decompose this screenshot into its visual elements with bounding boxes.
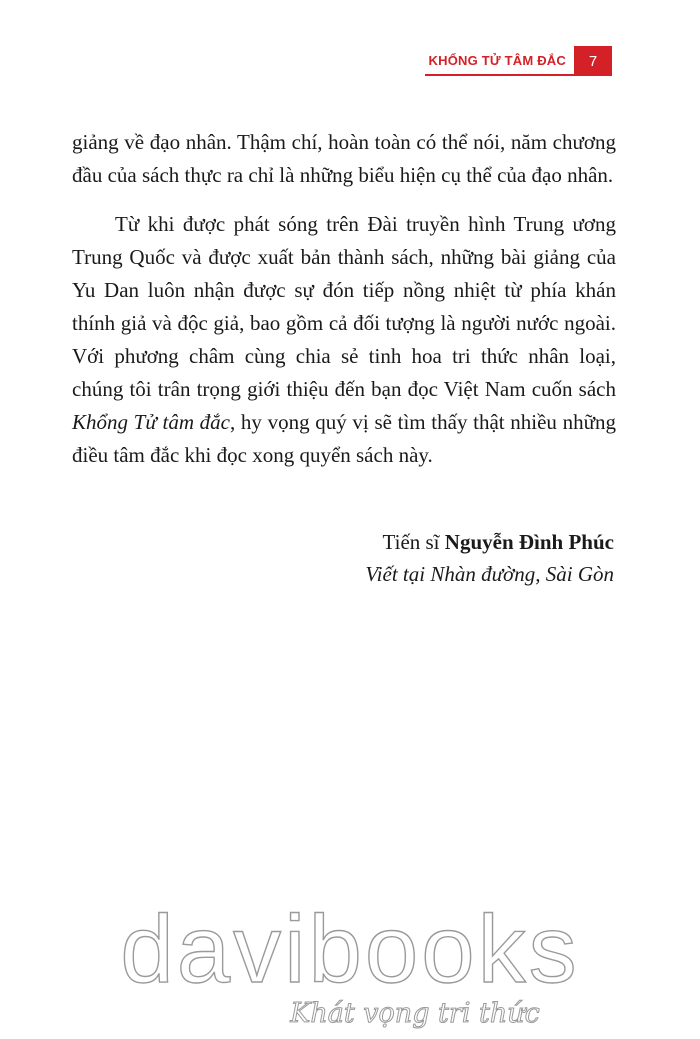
header-title: KHỔNG TỬ TÂM ĐẮC bbox=[425, 46, 574, 76]
paragraph-continued: giảng về đạo nhân. Thậm chí, hoàn toàn có thể nói, năm chương đầu của sách thực ra chỉ là những biểu hiện cụ thể của đạo nhân. bbox=[72, 130, 616, 187]
book-title: Khổng Tử tâm đắc bbox=[72, 410, 230, 434]
signature-place: Viết tại Nhàn đường, Sài Gòn bbox=[365, 562, 614, 586]
running-header bbox=[425, 46, 612, 76]
author-title: Tiến sĩ bbox=[382, 530, 445, 554]
author-name: Nguyễn Đình Phúc bbox=[444, 530, 614, 554]
body-text bbox=[72, 126, 616, 472]
paragraph-publication bbox=[72, 208, 616, 472]
paragraph-text-end: , hy vọng quý vị sẽ tìm thấy thật nhiều những điều tâm đắc khi đọc xong quyển sách này. bbox=[72, 410, 616, 467]
watermark-logo: davibooks bbox=[120, 896, 580, 1003]
paragraph-text-start: Từ khi được phát sóng trên Đài truyền hình Trung ương Trung Quốc và được xuất bản thành sách, những bài giảng của Yu Dan luôn nhận được sự đón tiếp nồng nhiệt từ phía khán thính giả và độc giả, bao gồm cả đối tượng là người nước ngoài. Với phương châm cùng chia sẻ tinh hoa tri thức nhân loại, chúng tôi trân trọng giới thiệu đến bạn đọc Việt Nam cuốn sách bbox=[72, 212, 616, 401]
signature-author-line bbox=[365, 526, 614, 558]
page-number: 7 bbox=[574, 46, 612, 76]
watermark-slogan: Khát vọng tri thức bbox=[290, 998, 540, 1029]
signature bbox=[365, 526, 614, 590]
